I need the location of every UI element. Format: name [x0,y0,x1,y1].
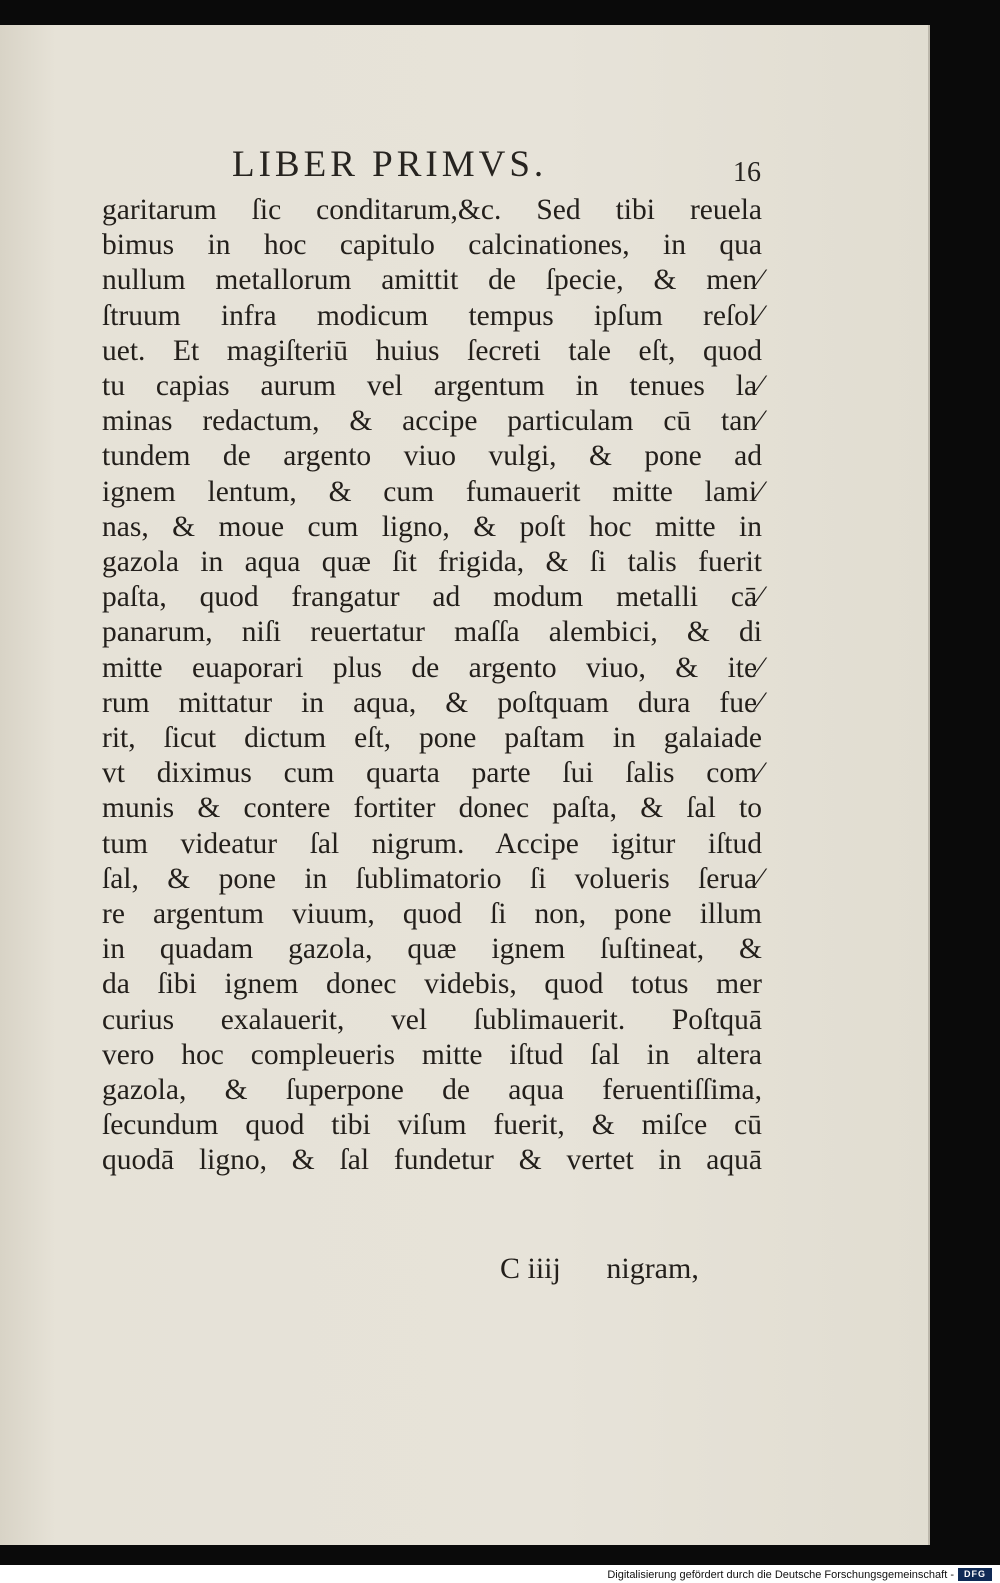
body-text [102,193,762,1179]
text-line: tundem de argento viuo vulgi, & pone ad [102,440,762,473]
text-line: nullum metallorum amittit de ſpecie, & men⁄ [102,264,762,297]
text-line: munis & contere fortiter donec paſta, & ſal to [102,792,762,825]
text-line: tum videatur ſal nigrum. Accipe igitur iſtud [102,827,762,860]
running-head: LIBER PRIMVS. [232,144,548,185]
text-line: ſecundum quod tibi viſum fuerit, & miſce cū [102,1109,762,1142]
catchword: nigram, [606,1252,699,1285]
text-line: vt diximus cum quarta parte ſui ſalis com⁄ [102,757,762,790]
text-line: ignem lentum, & cum fumauerit mitte lami⁄ [102,475,762,508]
text-line: ſtruum infra modicum tempus ipſum reſol⁄ [102,299,762,332]
digitization-footer [0,1565,1000,1583]
dfg-logo: DFG [958,1568,992,1581]
text-line: rum mittatur in aqua, & poſtquam dura fue⁄ [102,686,762,719]
signature-mark: C iiij [500,1252,561,1285]
text-line: rit, ſicut dictum eſt, pone paſtam in galaiade [102,722,762,755]
text-line: uet. Et magiſteriū huius ſecreti tale eſt, quod [102,334,762,367]
signature-line [500,1252,762,1286]
funding-credit: Digitalisierung gefördert durch die Deutsche Forschungsgemeinschaft - [607,1569,954,1581]
text-line: gazola in aqua quæ ſit frigida, & ſi talis fuerit [102,546,762,579]
text-line: curius exalauerit, vel ſublimauerit. Poſtquā [102,1003,762,1036]
text-line: ſal, & pone in ſublimatorio ſi volueris ſerua⁄ [102,862,762,895]
text-line: paſta, quod frangatur ad modum metalli cā⁄ [102,581,762,614]
page-number: 16 [733,157,761,188]
text-line: garitarum ſic conditarum,&c. Sed tibi reuela [102,194,762,226]
text-line: in quadam gazola, quæ ignem ſuſtineat, & [102,933,762,966]
text-line: vero hoc compleueris mitte iſtud ſal in altera [102,1038,762,1071]
text-line: tu capias aurum vel argentum in tenues la⁄ [102,370,762,403]
text-line: mitte euaporari plus de argento viuo, & ite⁄ [102,651,762,684]
text-line: panarum, niſi reuertatur maſſa alembici, & di [102,616,762,649]
text-line: gazola, & ſuperpone de aqua feruentiſſima, [102,1074,762,1107]
text-line: nas, & moue cum ligno, & poſt hoc mitte in [102,510,762,543]
text-line: da ſibi ignem donec videbis, quod totus mer [102,968,762,1001]
text-line: minas redactum, & accipe particulam cū tan⁄ [102,405,762,438]
text-line: quodā ligno, & ſal fundetur & vertet in aquā [102,1144,762,1177]
book-page [0,25,930,1545]
text-line: bimus in hoc capitulo calcinationes, in qua [102,229,762,262]
text-line: re argentum viuum, quod ſi non, pone illum [102,898,762,931]
page-content [0,25,928,1545]
